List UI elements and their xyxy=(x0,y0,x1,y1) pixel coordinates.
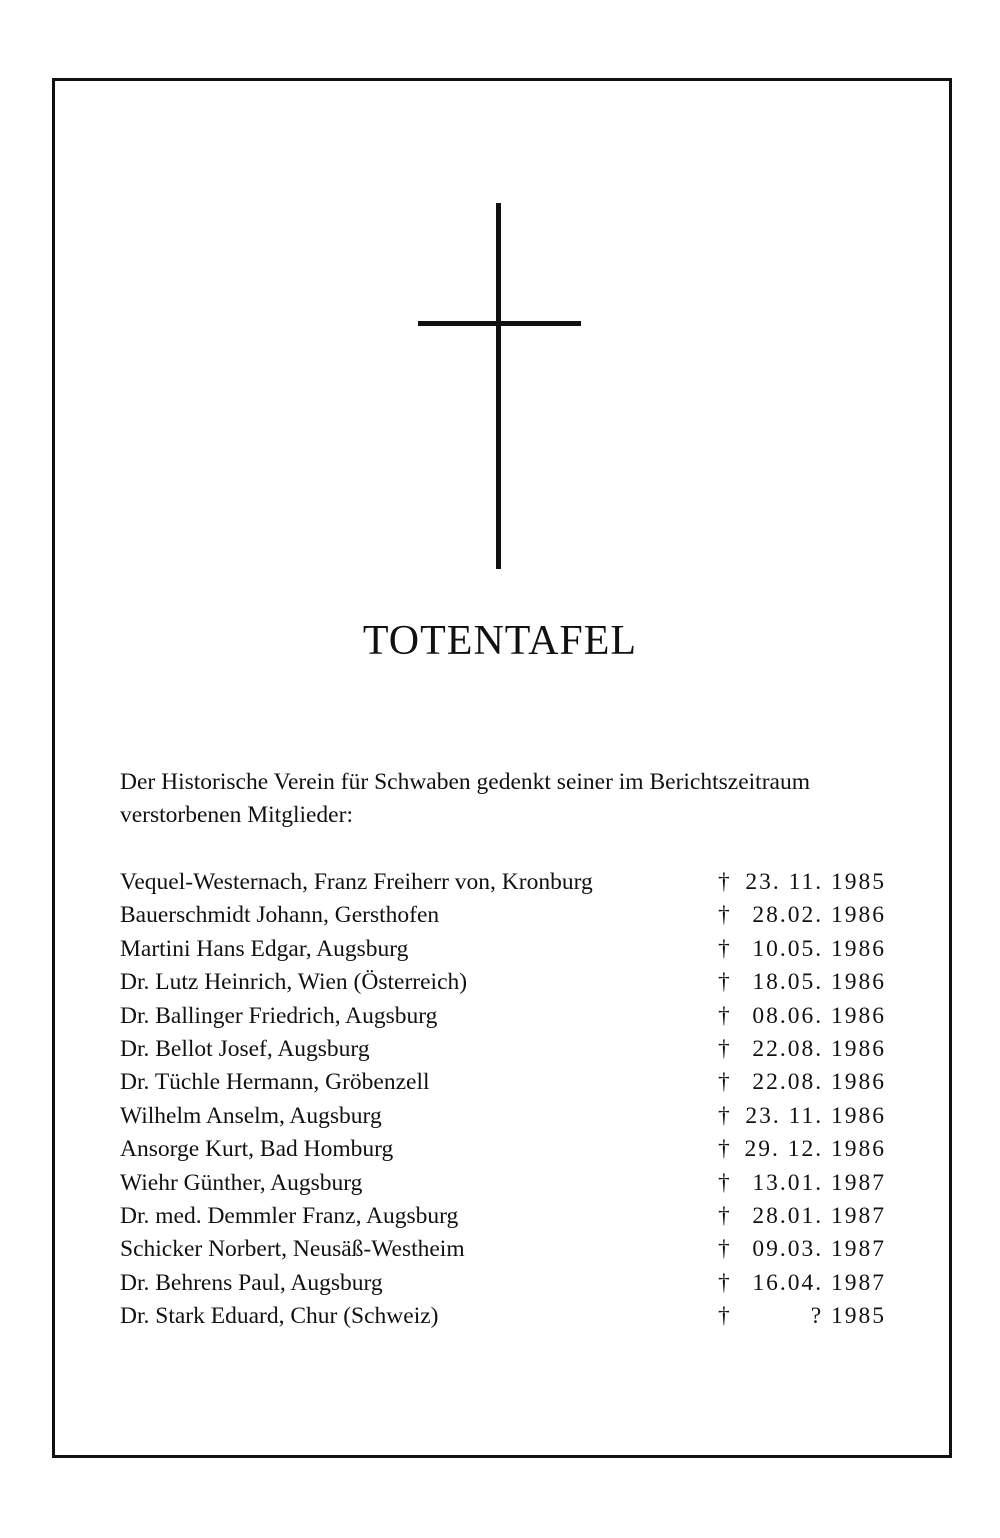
list-item xyxy=(120,1033,886,1066)
list-item xyxy=(120,1167,886,1200)
member-name: Wiehr Günther, Augsburg xyxy=(120,1169,363,1196)
death-date: 10.05. 1986 xyxy=(752,935,886,962)
list-item xyxy=(120,1000,886,1033)
dagger-icon: † xyxy=(718,1102,730,1129)
dagger-icon: † xyxy=(718,869,730,895)
member-name: Vequel-Westernach, Franz Freiherr von, Kronburg xyxy=(120,869,593,895)
cross-vertical-bar xyxy=(496,203,501,569)
dagger-icon: † xyxy=(718,1236,730,1263)
list-item xyxy=(120,1100,886,1133)
dagger-icon: † xyxy=(718,1269,730,1296)
death-date: 28.02. 1986 xyxy=(752,902,886,929)
member-name: Wilhelm Anselm, Augsburg xyxy=(120,1102,382,1129)
intro-text: Der Historische Verein für Schwaben gedenkt seiner im Berichtszeitraum verstorbenen Mitglieder: xyxy=(120,769,810,828)
dagger-icon: † xyxy=(718,902,730,929)
member-name: Dr. Behrens Paul, Augsburg xyxy=(120,1269,383,1296)
list-item xyxy=(120,1200,886,1233)
list-item xyxy=(120,866,886,899)
list-item xyxy=(120,899,886,932)
dagger-icon: † xyxy=(718,969,730,996)
list-item xyxy=(120,1300,886,1333)
death-date: 23. 11. 1986 xyxy=(745,1102,886,1129)
dagger-icon: † xyxy=(718,935,730,962)
death-date: 23. 11. 1985 xyxy=(745,869,886,895)
list-item xyxy=(120,933,886,966)
list-item xyxy=(120,1066,886,1099)
member-name: Dr. Lutz Heinrich, Wien (Österreich) xyxy=(120,969,468,996)
member-name: Dr. Bellot Josef, Augsburg xyxy=(120,1035,370,1062)
death-date: 28.01. 1987 xyxy=(752,1202,886,1229)
member-name: Bauerschmidt Johann, Gersthofen xyxy=(120,902,440,929)
dagger-icon: † xyxy=(718,1002,730,1029)
death-date: 08.06. 1986 xyxy=(752,1002,886,1029)
death-date: 13.01. 1987 xyxy=(752,1169,886,1196)
list-item xyxy=(120,966,886,999)
dagger-icon: † xyxy=(718,1202,730,1229)
list-item xyxy=(120,1267,886,1300)
member-name: Dr. Stark Eduard, Chur (Schweiz) xyxy=(120,1303,439,1330)
member-name: Ansorge Kurt, Bad Homburg xyxy=(120,1136,394,1163)
dagger-icon: † xyxy=(718,1169,730,1196)
member-name: Schicker Norbert, Neusäß-Westheim xyxy=(120,1236,465,1263)
list-item xyxy=(120,1233,886,1266)
member-name: Dr. Tüchle Hermann, Gröbenzell xyxy=(120,1069,430,1096)
dagger-icon: † xyxy=(718,1136,730,1163)
death-date: 16.04. 1987 xyxy=(752,1269,886,1296)
death-date: 22.08. 1986 xyxy=(752,1069,886,1096)
dagger-icon: † xyxy=(718,1069,730,1096)
dagger-icon: † xyxy=(718,1303,730,1330)
member-name: Martini Hans Edgar, Augsburg xyxy=(120,935,409,962)
death-date: 22.08. 1986 xyxy=(752,1035,886,1062)
obituary-list xyxy=(120,866,886,1333)
list-item xyxy=(120,1133,886,1166)
member-name: Dr. med. Demmler Franz, Augsburg xyxy=(120,1202,459,1229)
cross-horizontal-bar xyxy=(418,321,581,326)
member-name: Dr. Ballinger Friedrich, Augsburg xyxy=(120,1002,438,1029)
death-date: 29. 12. 1986 xyxy=(744,1136,886,1163)
death-date: ? 1985 xyxy=(810,1303,886,1330)
page-title: TOTENTAFEL xyxy=(362,618,638,664)
death-date: 18.05. 1986 xyxy=(752,969,886,996)
death-date: 09.03. 1987 xyxy=(752,1236,886,1263)
dagger-icon: † xyxy=(718,1035,730,1062)
